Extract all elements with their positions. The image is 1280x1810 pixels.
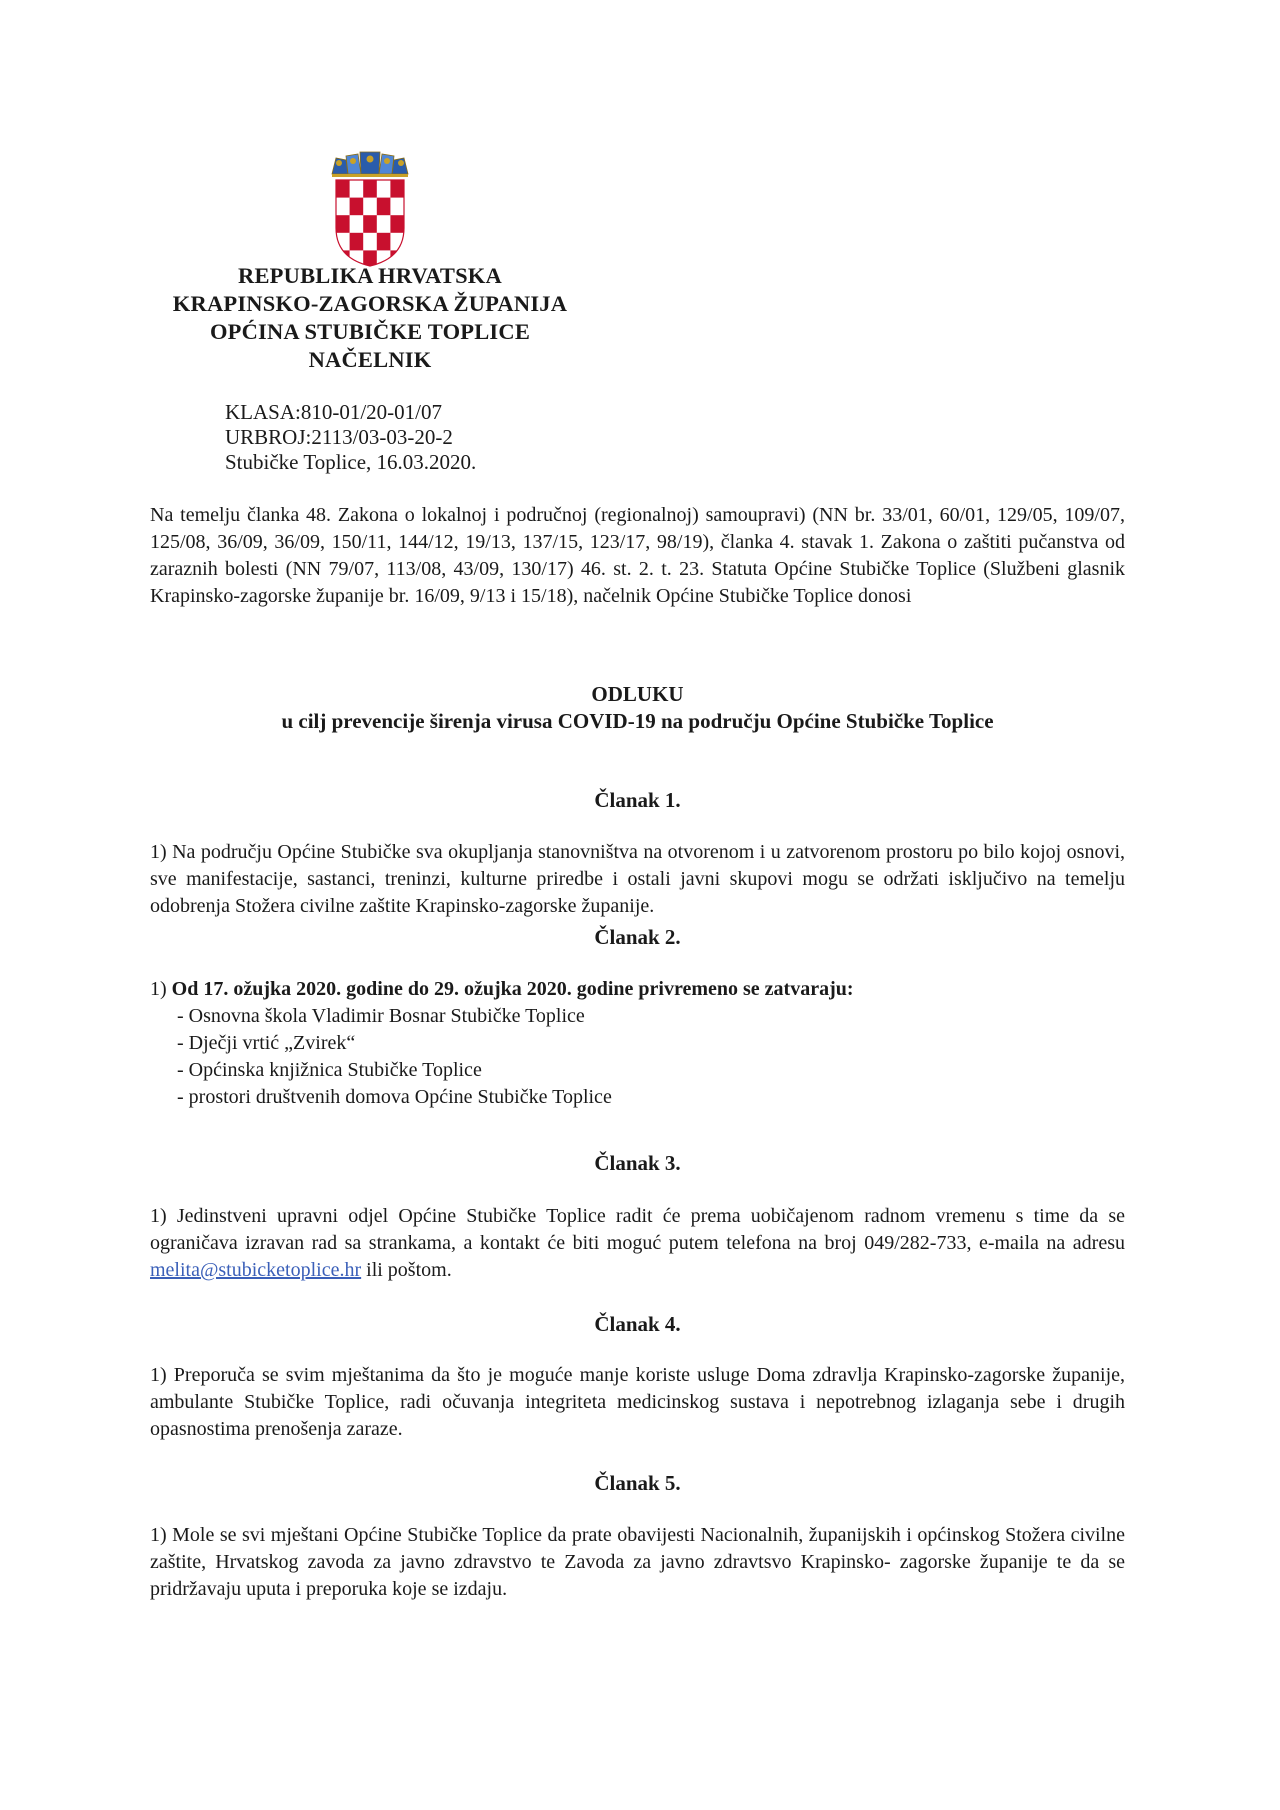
list-item: - Osnovna škola Vladimir Bosnar Stubičke Toplice	[177, 1005, 585, 1027]
decision-subtitle: u cilj prevencije širenja virusa COVID-19 na području Općine Stubičke Toplice	[281, 709, 994, 733]
legal-basis-paragraph: Na temelju članka 48. Zakona o lokalnoj i područnoj (regionalnoj) samoupravi) (NN br. 33/01, 60/01, 129/05, 109/07, 125/08, 36/09, 36/09, 150/11, 144/12, 19/13, 137/15, 123/17, 98/19), članka 4. stavak 1. Zakona o zaštiti pučanstva od zaraznih bolesti (NN 79/07, 113/08, 43/09, 130/17) 46. st. 2. t. 23. Statuta Općine Stubičke Toplice (Službeni glasnik Krapinsko-zagorske županije br. 16/09, 9/13 i 15/18), načelnik Općine Stubičke Toplice donosi	[150, 504, 1125, 607]
list-item: - Općinska knjižnica Stubičke Toplice	[177, 1059, 482, 1081]
article-3-text-after: ili poštom.	[361, 1259, 452, 1281]
place-and-date: Stubičke Toplice, 16.03.2020.	[225, 450, 477, 474]
article-1-text: 1) Na području Općine Stubičke sva okupljanja stanovništva na otvorenom i u zatvorenom prostoru po bilo kojoj osnovi, sve manifestacije, sastanci, treninzi, kulturne priredbe i ostali javni skupovi mogu se održati isključivo na temelju odobrenja Stožera civilne zaštite Krapinsko-zagorske županije.	[150, 841, 1125, 917]
article-2-prefix: 1)	[150, 978, 172, 1000]
header-county: KRAPINSKO-ZAGORSKA ŽUPANIJA	[172, 291, 568, 316]
article-5-heading: Članak 5.	[594, 1471, 681, 1495]
article-5-text: 1) Mole se svi mještani Općine Stubičke Toplice da prate obavijesti Nacionalnih, županijskih i općinskog Stožera civilne zaštite, Hrvatskog zavoda za javno zdravstvo te Zavoda za javno zdravtsvo Krapinsko- zagorske županije te da se pridržavaju uputa i preporuka koje se izdaju.	[150, 1524, 1125, 1600]
croatian-coat-of-arms-icon	[328, 150, 412, 268]
urbroj-number: URBROJ:2113/03-03-20-2	[225, 425, 453, 449]
list-item: - Dječji vrtić „Zvirek“	[177, 1032, 356, 1054]
article-2-intro	[150, 976, 854, 1003]
header-mayor: NAČELNIK	[308, 347, 432, 372]
closed-institutions-list	[177, 1003, 612, 1111]
klasa-number: KLASA:810-01/20-01/07	[225, 400, 442, 424]
issuer-header	[150, 262, 590, 374]
decision-title: ODLUKU	[591, 682, 684, 706]
list-item: - prostori društvenih domova Općine Stubičke Toplice	[177, 1086, 612, 1108]
header-municipality: OPĆINA STUBIČKE TOPLICE	[209, 319, 531, 344]
article-1-heading: Članak 1.	[594, 788, 681, 812]
article-4-heading: Članak 4.	[594, 1312, 681, 1336]
article-4-text: 1) Preporuča se svim mještanima da što je moguće manje koriste usluge Doma zdravlja Krapinsko-zagorske županije, ambulante Stubičke Toplice, radi očuvanja integriteta medicinskog sustava i nepotrebnog izlaganja sebe i drugih opasnostima prenošenja zaraze.	[150, 1364, 1125, 1440]
article-2-closure-period: Od 17. ožujka 2020. godine do 29. ožujka 2020. godine privremeno se zatvaraju:	[171, 978, 854, 1000]
reference-block	[225, 400, 476, 475]
article-3-text	[150, 1203, 1125, 1284]
header-republic: REPUBLIKA HRVATSKA	[238, 263, 502, 288]
article-3-text-before: 1) Jedinstveni upravni odjel Općine Stubičke Toplice radit će prema uobičajenom radnom vremenu s time da se ograničava izravan rad sa strankama, a kontakt će biti moguć putem telefona na broj 049/282-733, e-maila na adresu	[150, 1205, 1125, 1254]
article-3-heading: Članak 3.	[594, 1151, 681, 1175]
email-link[interactable]: melita@stubicketoplice.hr	[150, 1259, 362, 1281]
article-2-heading: Članak 2.	[594, 925, 681, 949]
